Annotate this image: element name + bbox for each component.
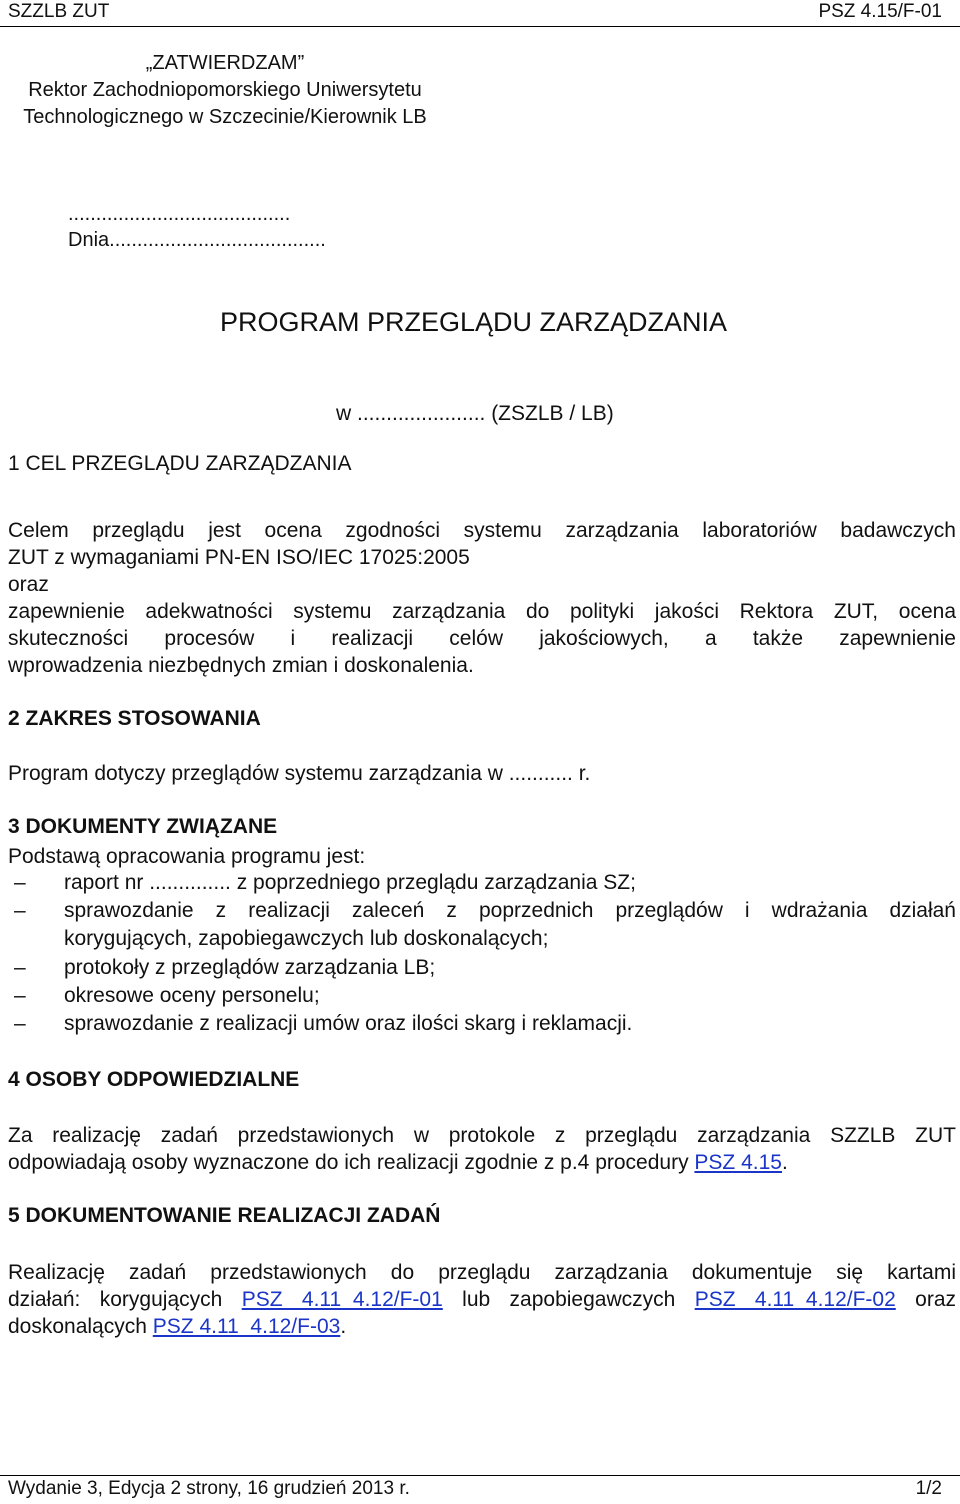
header-divider — [0, 26, 960, 27]
approval-block — [0, 50, 450, 131]
section-5-period: . — [340, 1315, 347, 1338]
section-5-heading: 5 DOKUMENTOWANIE REALIZACJI ZADAŃ — [8, 1204, 441, 1227]
list-bullet: – — [14, 871, 26, 894]
section-4-body — [8, 1122, 956, 1176]
approval-line-2: Rektor Zachodniopomorskiego Uniwersytetu — [28, 79, 422, 101]
form-link-f03[interactable]: PSZ 4.11_4.12/F-03 — [152, 1315, 341, 1338]
footer-page-number: 1/2 — [915, 1478, 942, 1499]
list-item: raport nr .............. z poprzedniego przeglądu zarządzania SZ; — [64, 871, 636, 894]
list-item: sprawozdanie z realizacji umów oraz ilości skarg i reklamacji. — [64, 1012, 633, 1035]
section-3-heading: 3 DOKUMENTY ZWIĄZANE — [8, 815, 278, 838]
section-5-line-1: Realizację zadań przedstawionych do przeglądu zarządzania dokumentuje się kartami — [8, 1261, 956, 1284]
section-1-line: ZUT z wymaganiami PN-EN ISO/IEC 17025:2005 — [8, 546, 470, 569]
header-right: PSZ 4.15/F-01 — [818, 1, 942, 22]
list-item: sprawozdanie z realizacji zaleceń z poprzednich przeglądów i wdrażania działań — [64, 899, 956, 922]
section-1-line: skuteczności procesów i realizacji celów jakościowych, a także zapewnienie — [8, 627, 956, 650]
section-5-text: doskonalących — [8, 1315, 153, 1338]
footer-divider — [0, 1475, 960, 1476]
approval-title: „ZATWIERDZAM” — [145, 52, 305, 74]
section-5-line-2 — [8, 1286, 956, 1313]
footer-left: Wydanie 3, Edycja 2 strony, 16 grudzień 2013 r. — [8, 1478, 410, 1499]
section-5-line-3 — [8, 1313, 956, 1340]
page-subtitle: w ...................... (ZSZLB / LB) — [336, 402, 614, 425]
section-5-text: oraz — [895, 1288, 957, 1311]
page-title: PROGRAM PRZEGLĄDU ZARZĄDZANIA — [220, 307, 728, 337]
section-4-text: odpowiadają osoby wyznaczone do ich realizacji zgodnie z p.4 procedury — [8, 1151, 695, 1174]
section-1-line: Celem przeglądu jest ocena zgodności systemu zarządzania laboratoriów badawczych — [8, 519, 956, 542]
list-item: okresowe oceny personelu; — [64, 984, 320, 1007]
procedure-link-psz-4-15[interactable]: PSZ 4.15 — [694, 1151, 782, 1174]
section-3-intro: Podstawą opracowania programu jest: — [8, 845, 366, 868]
list-bullet: – — [14, 956, 26, 979]
section-2-text: Program dotyczy przeglądów systemu zarządzania w ........... r. — [8, 762, 591, 785]
section-5-body — [8, 1259, 956, 1340]
list-bullet: – — [14, 984, 26, 1007]
section-5-text: działań: korygujących — [8, 1288, 242, 1311]
section-4-heading: 4 OSOBY ODPOWIEDZIALNE — [8, 1068, 300, 1091]
section-1-line: wprowadzenia niezbędnych zmian i doskonalenia. — [8, 654, 474, 677]
header-left: SZZLB ZUT — [8, 1, 110, 22]
date-line: Dnia....................................... — [68, 229, 326, 251]
section-4-line-2 — [8, 1149, 956, 1176]
list-item-continuation: korygujących, zapobiegawczych lub doskonalących; — [64, 927, 549, 950]
section-5-text: lub zapobiegawczych — [442, 1288, 695, 1311]
list-bullet: – — [14, 899, 26, 922]
signature-line: ........................................ — [68, 203, 291, 225]
section-4-line-1: Za realizację zadań przedstawionych w protokole z przeglądu zarządzania SZZLB ZUT — [8, 1124, 956, 1147]
approval-line-3: Technologicznego w Szczecinie/Kierownik LB — [23, 106, 427, 128]
list-bullet: – — [14, 1012, 26, 1035]
form-link-f01[interactable]: PSZ 4.11_4.12/F-01 — [241, 1288, 443, 1311]
section-4-period: . — [781, 1151, 788, 1174]
list-item: protokoły z przeglądów zarządzania LB; — [64, 956, 436, 979]
section-1-heading: 1 CEL PRZEGLĄDU ZARZĄDZANIA — [8, 452, 352, 475]
section-1-line: zapewnienie adekwatności systemu zarządzania do polityki jakości Rektora ZUT, ocena — [8, 600, 956, 623]
form-link-f02[interactable]: PSZ 4.11_4.12/F-02 — [694, 1288, 896, 1311]
section-1-line: oraz — [8, 573, 49, 596]
section-2-heading: 2 ZAKRES STOSOWANIA — [8, 707, 261, 730]
section-1-body — [8, 517, 956, 679]
